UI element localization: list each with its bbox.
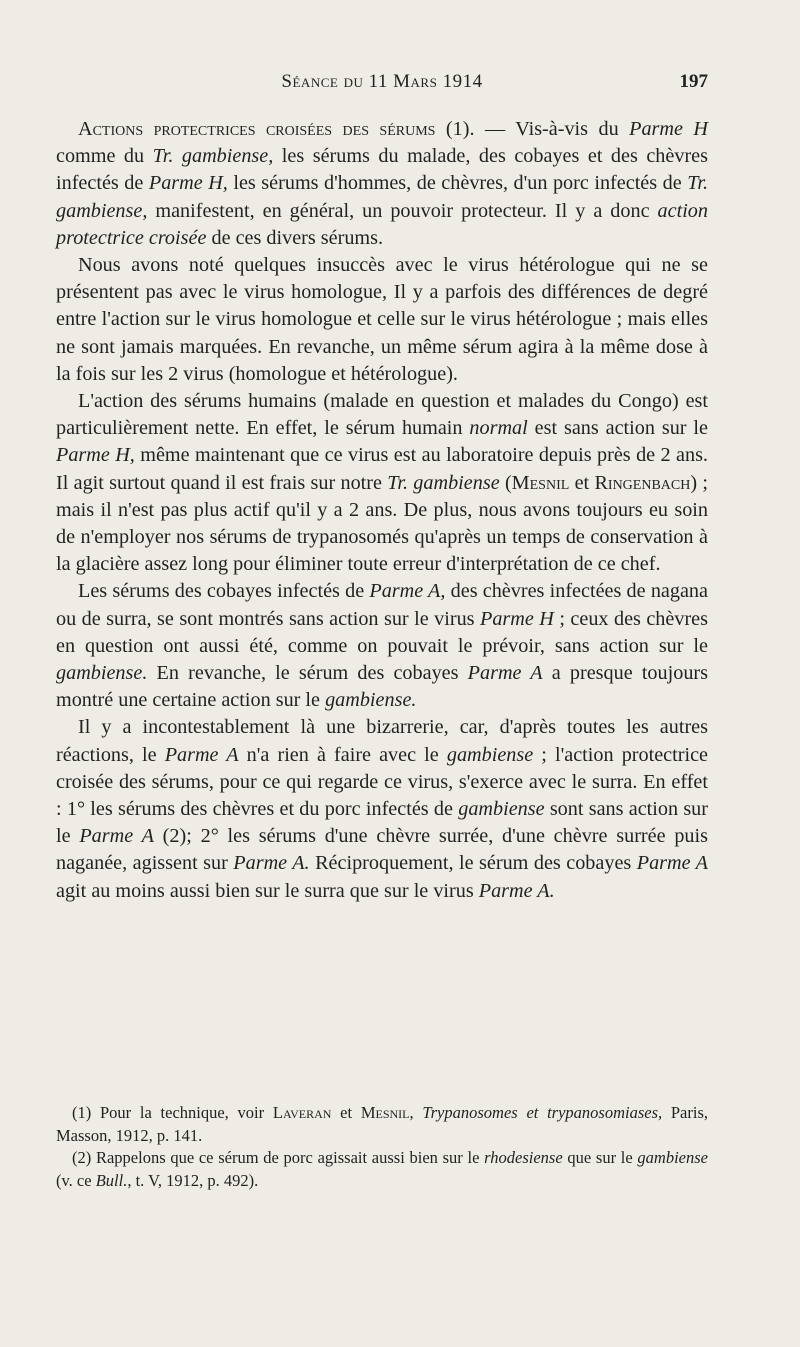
italic-run: Tr. gambiense, — [152, 145, 274, 168]
italic-run: Tr. gambiense — [387, 471, 500, 494]
text-run: que sur le — [562, 1148, 638, 1167]
italic-run: Parme H, — [148, 172, 228, 195]
footnotes — [56, 1102, 708, 1192]
author-name: Ringenbach — [594, 471, 691, 494]
text-run: Les sérums des cobayes infectés de — [78, 580, 370, 603]
italic-run: Parme A, — [369, 580, 446, 603]
footnote-2 — [56, 1147, 708, 1192]
text-run: Il y a incontestablement là une bizarrerie, car, d'après toutes les autres réactions, le — [56, 716, 708, 766]
italic-run: Parme A — [164, 743, 239, 766]
text-run: a presque toujours montré une certaine action sur le — [56, 662, 708, 712]
italic-run: rhodesiense — [484, 1148, 563, 1167]
paragraph-3 — [56, 388, 708, 578]
italic-run: Parme H, — [56, 444, 135, 467]
text-run: Réciproquement, le sérum des cobayes — [309, 852, 637, 875]
italic-run: Parme A — [467, 662, 543, 685]
italic-run: Parme A. — [478, 879, 555, 902]
text-run: n'a rien à faire avec le — [238, 743, 447, 766]
italic-run: Trypanosomes et trypanosomiases, — [422, 1103, 663, 1122]
text-run: sont sans action sur le — [56, 798, 708, 848]
italic-run: gambiense — [458, 798, 545, 821]
italic-run: Parme A — [636, 852, 708, 875]
italic-run: normal — [469, 417, 528, 440]
italic-run: action protectrice croisée — [56, 199, 708, 249]
text-run: des chèvres infectées de nagana ou de surra, se sont montrés sans action sur le virus — [56, 580, 708, 630]
text-run: , t. V, 1912, p. 492). — [127, 1170, 259, 1190]
text-run: ; ceux des chèvres en question ont aussi été, comme on pouvait le prévoir, sans action sur le — [56, 607, 708, 657]
text-run: En revanche, le sérum des cobayes — [147, 662, 468, 685]
text-run: — Vis-à-vis du — [474, 118, 630, 140]
page-header-title: Séance du 11 Mars 1914 — [281, 71, 483, 92]
text-run: (2); 2° les sérums d'une chèvre surrée, d'une chèvre surrée puis naganée, agissent sur — [56, 825, 708, 875]
text-run: même maintenant que ce virus est au laboratoire depuis près de 2 ans. Il agit surtout quand il est frais sur notre — [56, 444, 708, 494]
text-run: agit au moins aussi bien sur le surra que sur le virus — [56, 879, 479, 902]
text-run: (v. ce — [56, 1170, 96, 1190]
text-run: ; l'action protectrice croisée des sérums, pour ce qui regarde ce virus, s'exerce avec le surra. En effet : 1° les sérums des chèvres et du porc infectés de — [56, 743, 708, 821]
text-run: et — [569, 471, 595, 494]
text-run: ) ; mais il n'est pas plus actif qu'il y a 2 ans. De plus, nous avons toujours eu soin de n'employer nos sérums de trypanosomés qu'après un temps de conservation à la glacière assez long pour éliminer toute erreur d'interprétation de ce chef. — [56, 471, 708, 576]
author-name: Laveran — [272, 1103, 332, 1122]
italic-run: Parme A. — [233, 852, 310, 875]
paragraph-2: Nous avons noté quelques insuccès avec le virus hétérologue qui ne se présentent pas avec le virus homologue, Il y a parfois des différences de degré entre l'action sur le virus homologue et celle sur le virus hétérologue ; mais elles ne sont jamais marquées. En revanche, un même sérum agira à la même dose à la fois sur les 2 virus (homologue et hétérologue). — [56, 254, 708, 385]
text-run: et — [331, 1103, 361, 1122]
text-run: de ces divers sérums. — [206, 226, 384, 249]
text-run: L'action des sérums humains (malade en question et malades du Congo) est particulièrement nette. En effet, le sérum humain — [56, 390, 708, 440]
italic-run: Bull. — [95, 1170, 128, 1190]
italic-run: gambiense. — [56, 662, 148, 685]
text-run: (2) Rappelons que ce sérum de porc agissait aussi bien sur le — [72, 1148, 485, 1167]
running-head — [56, 71, 708, 101]
body-text — [56, 116, 708, 905]
page-number: 197 — [679, 71, 708, 92]
italic-run: gambiense — [637, 1148, 708, 1167]
section-heading: Actions protectrices croisées des sérums (1). — [78, 118, 475, 140]
text-run: les sérums d'hommes, de chèvres, d'un porc infectés de — [227, 172, 688, 195]
paragraph-4 — [56, 578, 708, 714]
paragraph-5 — [56, 714, 708, 904]
italic-run: Parme A — [79, 825, 154, 848]
text-run: comme du — [56, 145, 153, 168]
text-run: Paris, Masson, 1912, p. 141. — [56, 1103, 709, 1145]
italic-run: gambiense — [446, 743, 534, 766]
text-run: manifestent, en général, un pouvoir protecteur. Il y a donc — [147, 199, 658, 222]
italic-run: Parme H — [629, 118, 708, 140]
text-run: , — [409, 1103, 423, 1122]
author-name: Mesnil — [511, 471, 570, 494]
italic-run: Parme H — [479, 607, 554, 630]
text-run: ( — [499, 471, 512, 494]
paragraph-1 — [56, 116, 708, 252]
italic-run: Tr. gambiense, — [56, 172, 708, 222]
italic-run: gambiense. — [325, 689, 417, 712]
text-run: est sans action sur le — [527, 417, 708, 440]
author-name: Mesnil — [360, 1103, 410, 1122]
text-run: (1) Pour la technique, voir — [72, 1103, 273, 1122]
footnote-1 — [56, 1102, 708, 1147]
text-run: les sérums du malade, des cobayes et des chèvres infectés de — [56, 145, 708, 195]
